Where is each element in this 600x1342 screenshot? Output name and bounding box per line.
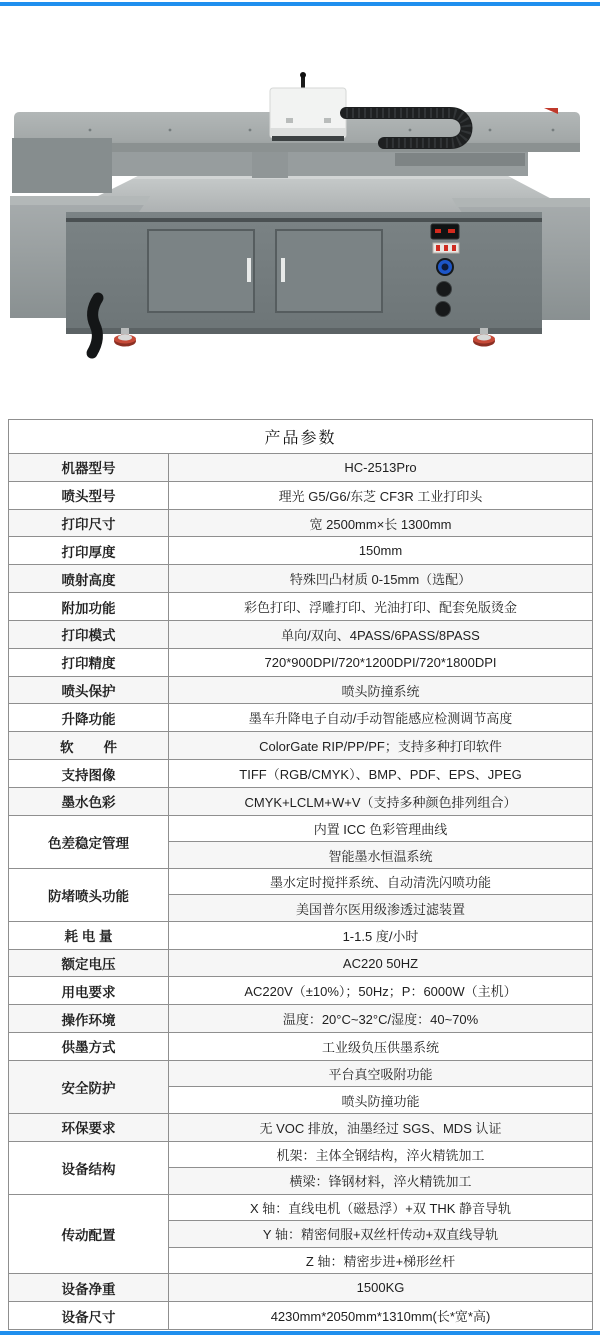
spec-value: X 轴：直线电机（磁悬浮）+双 THK 静音导轨 [169, 1194, 593, 1221]
spec-value: 智能墨水恒温系统 [169, 842, 593, 869]
spec-label: 机器型号 [9, 454, 169, 482]
spec-label: 打印模式 [9, 620, 169, 648]
uv-flatbed-printer-illustration [0, 0, 600, 410]
spec-label: 附加功能 [9, 593, 169, 621]
table-row [9, 787, 593, 815]
print-carriage [270, 72, 346, 141]
spec-label: 支持图像 [9, 760, 169, 788]
spec-value: 无 VOC 排放，油墨经过 SGS、MDS 认证 [169, 1113, 593, 1141]
table-row [9, 760, 593, 788]
table-header-row [9, 420, 593, 454]
spec-value: 宽 2500mm×长 1300mm [169, 509, 593, 537]
spec-label: 喷头型号 [9, 481, 169, 509]
table-row [9, 676, 593, 704]
spec-label: 色差稳定管理 [9, 815, 169, 868]
spec-label: 设备尺寸 [9, 1302, 169, 1330]
table-row [9, 815, 593, 842]
spec-value: AC220 50HZ [169, 949, 593, 977]
table-title: 产品参数 [9, 420, 593, 454]
spec-value: CMYK+LCLM+W+V（支持多种颜色排列组合） [169, 787, 593, 815]
spec-label: 耗 电 量 [9, 921, 169, 949]
table-row [9, 648, 593, 676]
spec-label: 墨水色彩 [9, 787, 169, 815]
spec-label: 防堵喷头功能 [9, 868, 169, 921]
spec-label: 升降功能 [9, 704, 169, 732]
table-row [9, 1060, 593, 1087]
spec-label: 操作环境 [9, 1005, 169, 1033]
table-row [9, 704, 593, 732]
spec-value: 彩色打印、浮雕打印、光油打印、配套免版烫金 [169, 593, 593, 621]
table-row [9, 1274, 593, 1302]
door-handle [247, 258, 251, 282]
spec-table [8, 419, 593, 1330]
spec-label: 设备净重 [9, 1274, 169, 1302]
spec-value: 1-1.5 度/小时 [169, 921, 593, 949]
spec-label: 额定电压 [9, 949, 169, 977]
table-row [9, 732, 593, 760]
spec-label: 喷头保护 [9, 676, 169, 704]
spec-label: 用电要求 [9, 977, 169, 1005]
spec-label: 传动配置 [9, 1194, 169, 1274]
table-row [9, 1141, 593, 1168]
door-handle [281, 258, 285, 282]
spec-value: AC220V（±10%）；50Hz；P：6000W（主机） [169, 977, 593, 1005]
spec-value: 特殊凹凸材质 0-15mm（选配） [169, 565, 593, 593]
spec-value: 横梁：锋钢材料，淬火精铣加工 [169, 1168, 593, 1195]
cabinet-base [66, 212, 542, 334]
spec-value: 4230mm*2050mm*1310mm(长*宽*高) [169, 1302, 593, 1330]
spec-value: 温度：20°C~32°C/湿度：40~70% [169, 1005, 593, 1033]
spec-label: 打印精度 [9, 648, 169, 676]
spec-value: 单向/双向、4PASS/6PASS/8PASS [169, 620, 593, 648]
spec-value: 喷头防撞系统 [169, 676, 593, 704]
cross-rail [108, 148, 528, 178]
right-door [276, 230, 382, 312]
table-row [9, 509, 593, 537]
power-connector-blue [436, 258, 454, 276]
bottom-blue-divider [0, 1331, 600, 1335]
table-row [9, 1194, 593, 1221]
spec-label: 打印厚度 [9, 537, 169, 565]
table-row [9, 593, 593, 621]
spec-value: 美国普尔医用级渗透过滤装置 [169, 895, 593, 922]
table-row [9, 1033, 593, 1061]
hanging-cable-chain [92, 298, 98, 353]
table-row [9, 1005, 593, 1033]
beam-left-block [12, 138, 112, 193]
spec-label: 安全防护 [9, 1060, 169, 1113]
spec-value: Y 轴：精密伺服+双丝杆传动+双直线导轨 [169, 1221, 593, 1248]
spec-label: 环保要求 [9, 1113, 169, 1141]
table-row [9, 977, 593, 1005]
left-door [148, 230, 254, 312]
spec-value: 理光 G5/G6/东芝 CF3R 工业打印头 [169, 481, 593, 509]
round-connector [437, 282, 452, 297]
spec-value: 墨水定时搅拌系统、自动清洗闪喷功能 [169, 868, 593, 895]
spec-value: 墨车升降电子自动/手动智能感应检测调节高度 [169, 704, 593, 732]
table-row [9, 949, 593, 977]
spec-value: ColorGate RIP/PP/PF；支持多种打印软件 [169, 732, 593, 760]
spec-value: 平台真空吸附功能 [169, 1060, 593, 1087]
table-row [9, 454, 593, 482]
table-row [9, 565, 593, 593]
table-row [9, 1113, 593, 1141]
spec-value: 150mm [169, 537, 593, 565]
spec-value: TIFF（RGB/CMYK）、BMP、PDF、EPS、JPEG [169, 760, 593, 788]
spec-label: 设备结构 [9, 1141, 169, 1194]
table-row [9, 1302, 593, 1330]
spec-label: 打印尺寸 [9, 509, 169, 537]
spec-value: 1500KG [169, 1274, 593, 1302]
spec-value: 工业级负压供墨系统 [169, 1033, 593, 1061]
spec-table-body [9, 420, 593, 1330]
table-row [9, 921, 593, 949]
carriage-handle [300, 72, 306, 78]
table-row [9, 868, 593, 895]
spec-label: 软 件 [9, 732, 169, 760]
spec-label: 供墨方式 [9, 1033, 169, 1061]
spec-label: 喷射高度 [9, 565, 169, 593]
product-photo [0, 0, 600, 410]
spec-value: 机架：主体全钢结构，淬火精铣加工 [169, 1141, 593, 1168]
table-row [9, 537, 593, 565]
spec-value: HC-2513Pro [169, 454, 593, 482]
spec-value: 内置 ICC 色彩管理曲线 [169, 815, 593, 842]
spec-value: 喷头防撞功能 [169, 1087, 593, 1114]
table-row [9, 620, 593, 648]
spec-value: 720*900DPI/720*1200DPI/720*1800DPI [169, 648, 593, 676]
spec-value: Z 轴：精密步进+梯形丝杆 [169, 1247, 593, 1274]
round-connector [436, 302, 451, 317]
table-row [9, 481, 593, 509]
